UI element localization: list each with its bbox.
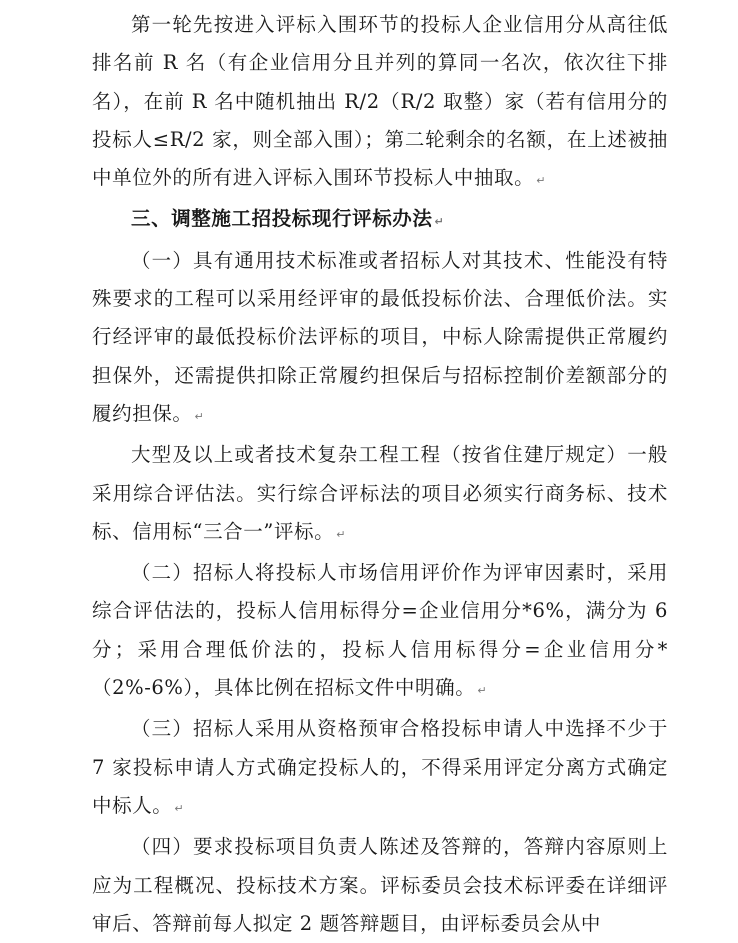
paragraph-mark-icon: ↵ xyxy=(536,174,547,188)
paragraph-item-3 xyxy=(92,710,668,828)
paragraph-comprehensive-method xyxy=(92,436,668,554)
paragraph-mark-icon: ↵ xyxy=(194,409,205,423)
section-heading-evaluation-methods xyxy=(92,200,668,241)
paragraph-mark-icon: ↵ xyxy=(477,684,488,698)
paragraph-shortlist-lottery xyxy=(92,6,668,200)
paragraph-text: （三）招标人采用从资格预审合格投标申请人中选择不少于 7 家投标申请人方式确定投标人的，不得采用评定分离方式确定中标人。 xyxy=(92,717,668,817)
paragraph-item-1 xyxy=(92,242,668,436)
paragraph-item-2 xyxy=(92,554,668,710)
paragraph-text: 第一轮先按进入评标入围环节的投标人企业信用分从高往低排名前 R 名（有企业信用分且并列的算同一名次，依次往下排名），在前 R 名中随机抽出 R/2（R/2 取整）家（若有信用分的投标人≤R/2 家，则全部入围）；第二轮剩余的名额，在上述被抽中单位外的所有进入评标入围环节投标人中抽取。 xyxy=(92,13,668,190)
paragraph-text: （一）具有通用技术标准或者招标人对其技术、性能没有特殊要求的工程可以采用经评审的最低投标价法、合理低价法。实行经评审的最低投标价法评标的项目，中标人除需提供正常履约担保外，还需提供扣除正常履约担保后与招标控制价差额部分的履约担保。 xyxy=(92,248,668,425)
heading-text: 三、调整施工招投标现行评标办法 xyxy=(131,207,433,231)
paragraph-mark-icon: ↵ xyxy=(174,801,185,815)
paragraph-text: （四）要求投标项目负责人陈述及答辩的，答辩内容原则上应为工程概况、投标技术方案。评标委员会技术标评委在详细评审后、答辩前每人拟定 2 题答辩题目，由评标委员会从中 xyxy=(92,835,668,935)
paragraph-text: 大型及以上或者技术复杂工程工程（按省住建厅规定）一般采用综合评估法。实行综合评标法的项目必须实行商务标、技术标、信用标“三合一”评标。 xyxy=(92,443,668,543)
paragraph-mark-icon: ↵ xyxy=(434,215,445,229)
paragraph-mark-icon: ↵ xyxy=(336,527,347,541)
paragraph-item-4 xyxy=(92,828,668,943)
paragraph-text: （二）招标人将投标人市场信用评价作为评审因素时，采用综合评估法的，投标人信用标得分=企业信用分*6%，满分为 6 分；采用合理低价法的，投标人信用标得分=企业信用分*（2%-6%），具体比例在招标文件中明确。 xyxy=(92,561,668,700)
document-body xyxy=(92,6,668,943)
